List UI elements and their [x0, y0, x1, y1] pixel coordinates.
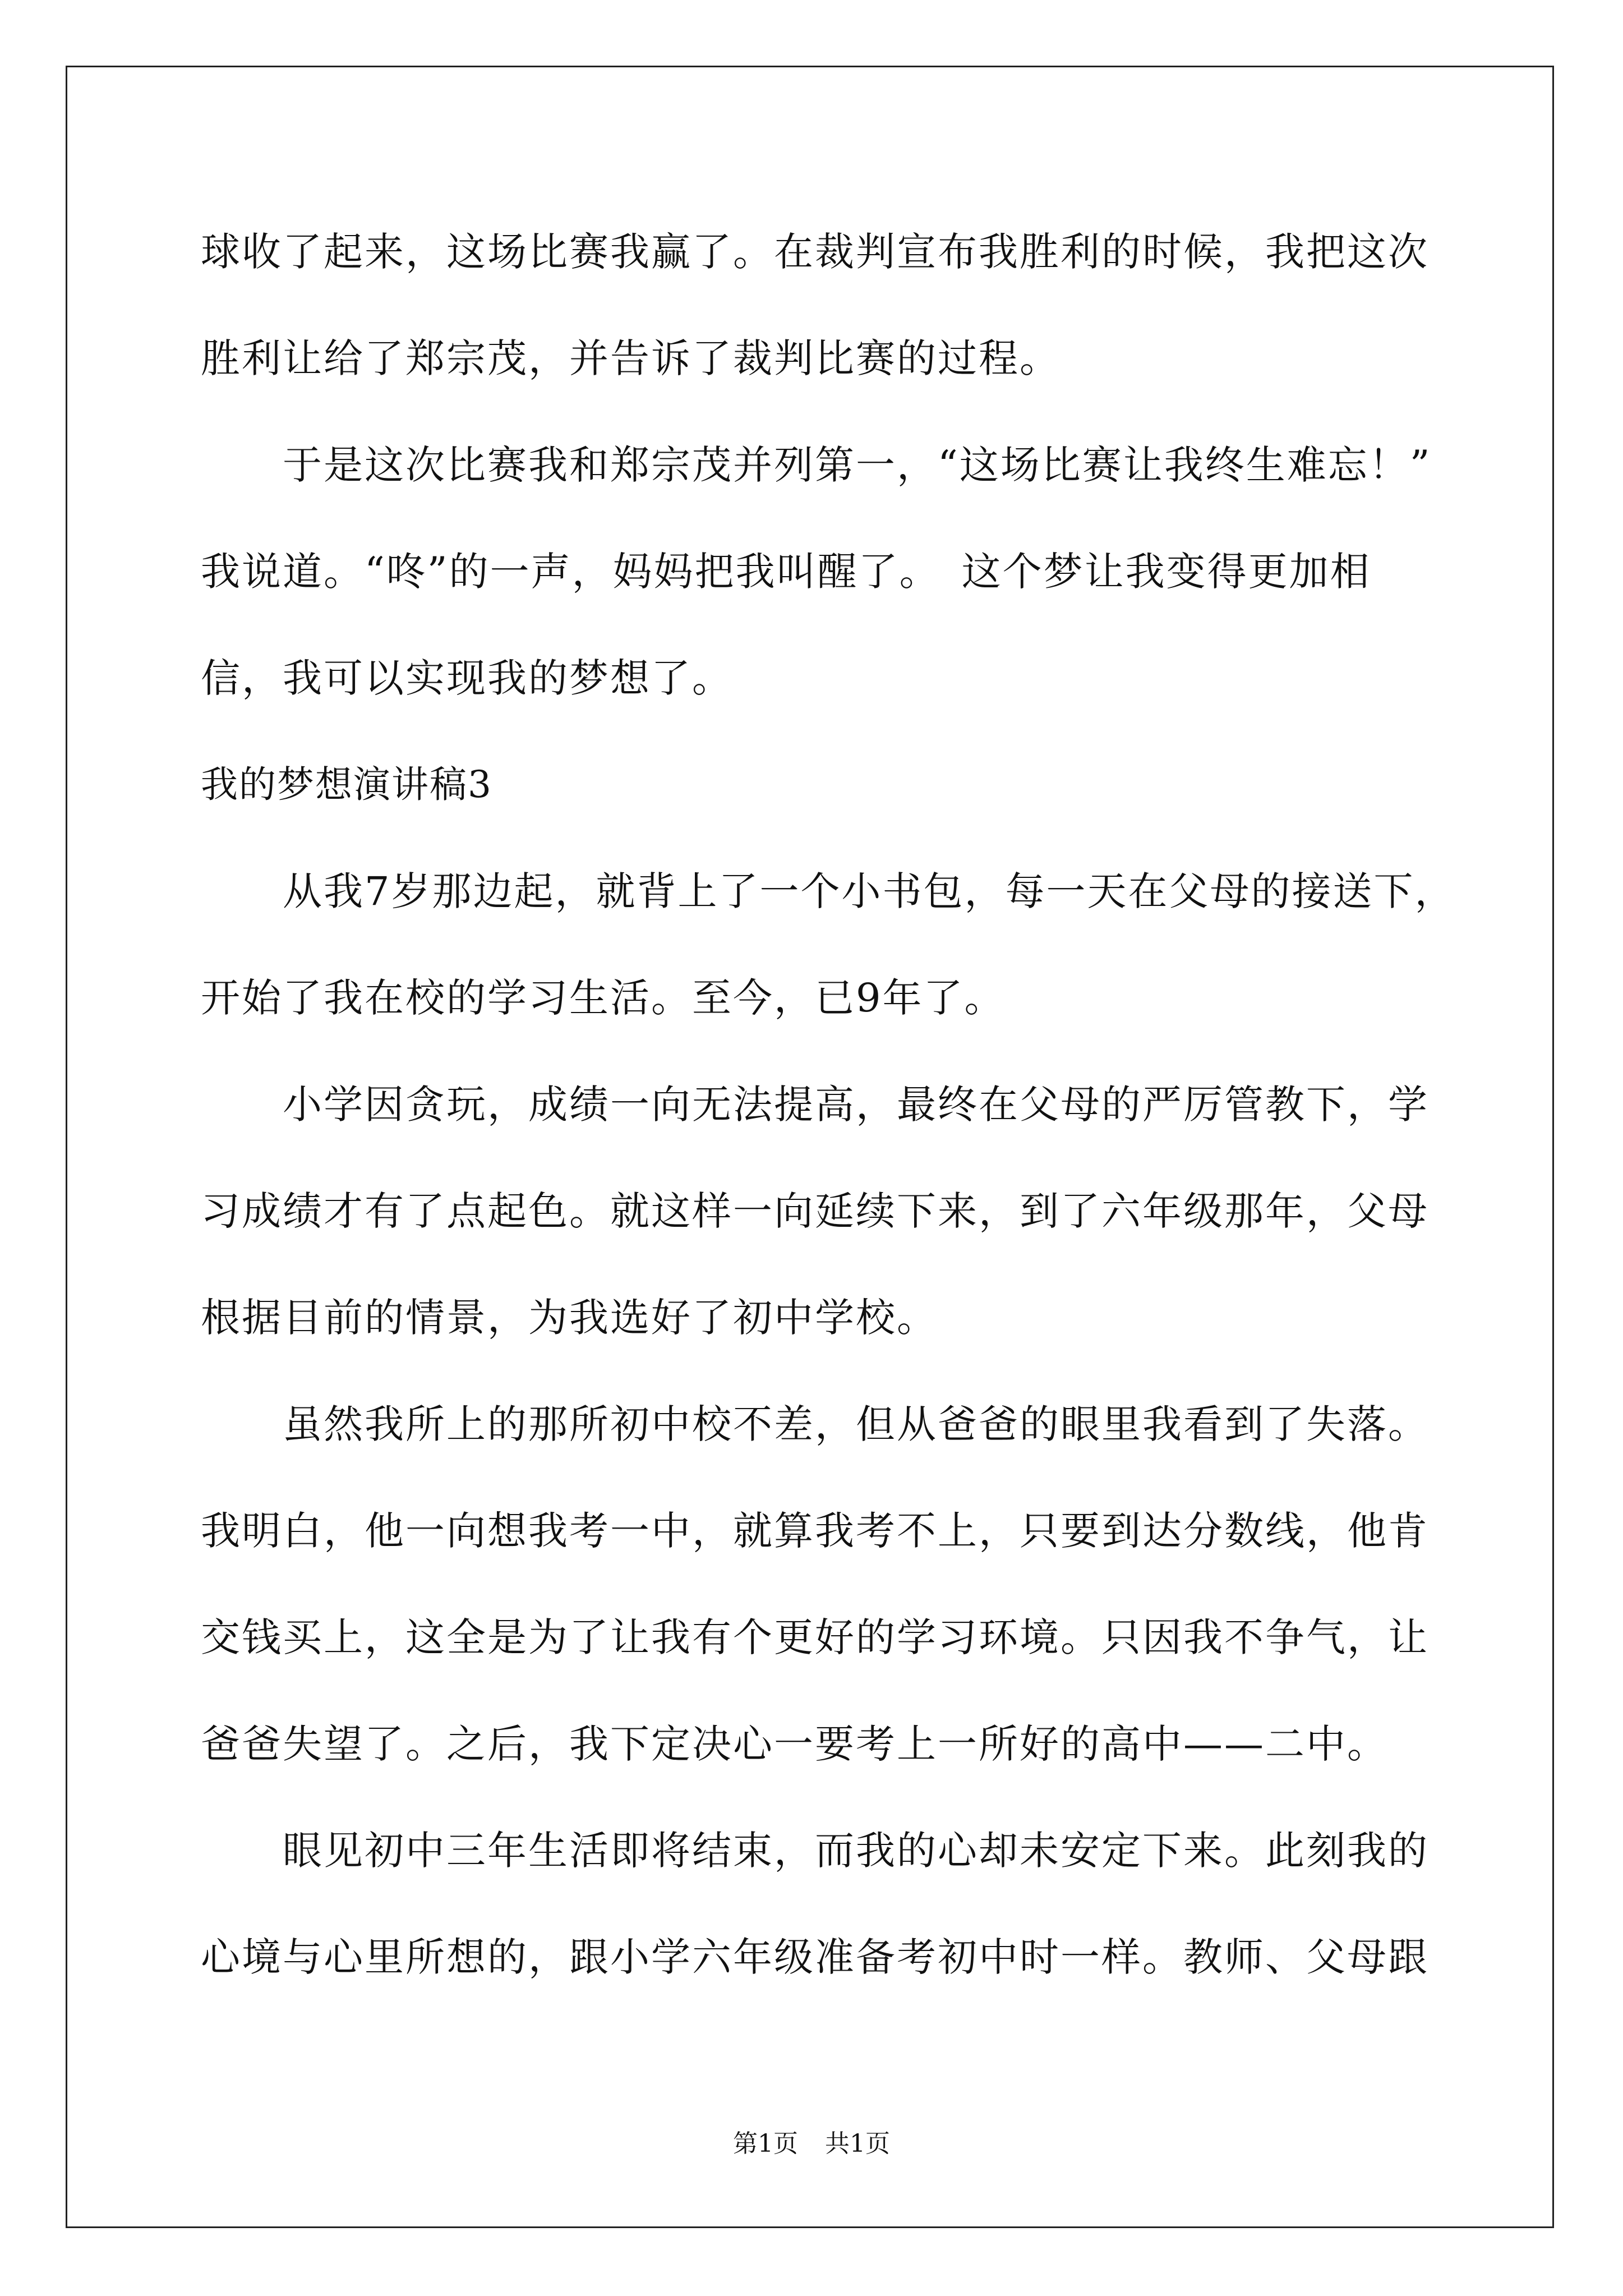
- text-line: 爸爸失望了。之后，我下定决心一要考上一所好的高中——二中。: [201, 1721, 1388, 1767]
- text-line: 小学因贪玩，成绩一向无法提高，最终在父母的严厉管教下，学: [283, 1082, 1429, 1128]
- paragraph: [201, 199, 1491, 412]
- paragraph: [201, 1371, 1491, 1797]
- page-footer: [0, 2127, 1623, 2161]
- text-line: 交钱买上，这全是为了让我有个更好的学习环境。只因我不争气，让: [201, 1614, 1429, 1660]
- text-line: 眼见初中三年生活即将结束，而我的心却未安定下来。此刻我的: [283, 1828, 1429, 1874]
- paragraph: [201, 1051, 1491, 1371]
- text-line: 球收了起来，这场比赛我赢了。在裁判宣布我胜利的时候，我把这次: [201, 229, 1429, 275]
- text-line: 开始了我在校的学习生活。至今，已9年了。: [201, 975, 1006, 1021]
- paragraph: [201, 412, 1491, 731]
- text-line: 我明白，他一向想我考一中，就算我考不上，只要到达分数线，他肯: [201, 1508, 1429, 1554]
- page-total: 共1页: [825, 2129, 890, 2158]
- text-line: 根据目前的情景，为我选好了初中学校。: [201, 1295, 938, 1341]
- text-line: 我说道。“咚”的一声，妈妈把我叫醒了。 这个梦让我变得更加相: [201, 549, 1371, 595]
- text-line: 心境与心里所想的，跟小学六年级准备考初中时一样。教师、父母跟: [201, 1934, 1429, 1980]
- text-line: 虽然我所上的那所初中校不差，但从爸爸的眼里我看到了失落。: [283, 1401, 1429, 1447]
- text-line: 从我7岁那边起，就背上了一个小书包，每一天在父母的接送下，: [283, 868, 1456, 914]
- section-heading: 我的梦想演讲稿3: [201, 763, 492, 806]
- document-body: [201, 199, 1491, 2010]
- text-line: 于是这次比赛我和郑宗茂并列第一，“这场比赛让我终生难忘！”: [283, 442, 1432, 488]
- paragraph: [201, 838, 1491, 1051]
- text-line: 信，我可以实现我的梦想了。: [201, 655, 733, 701]
- page-number: 第1页: [733, 2129, 798, 2158]
- text-line: 胜利让给了郑宗茂，并告诉了裁判比赛的过程。: [201, 335, 1061, 381]
- text-line: 习成绩才有了点起色。就这样一向延续下来，到了六年级那年，父母: [201, 1188, 1429, 1234]
- paragraph: [201, 1797, 1491, 2010]
